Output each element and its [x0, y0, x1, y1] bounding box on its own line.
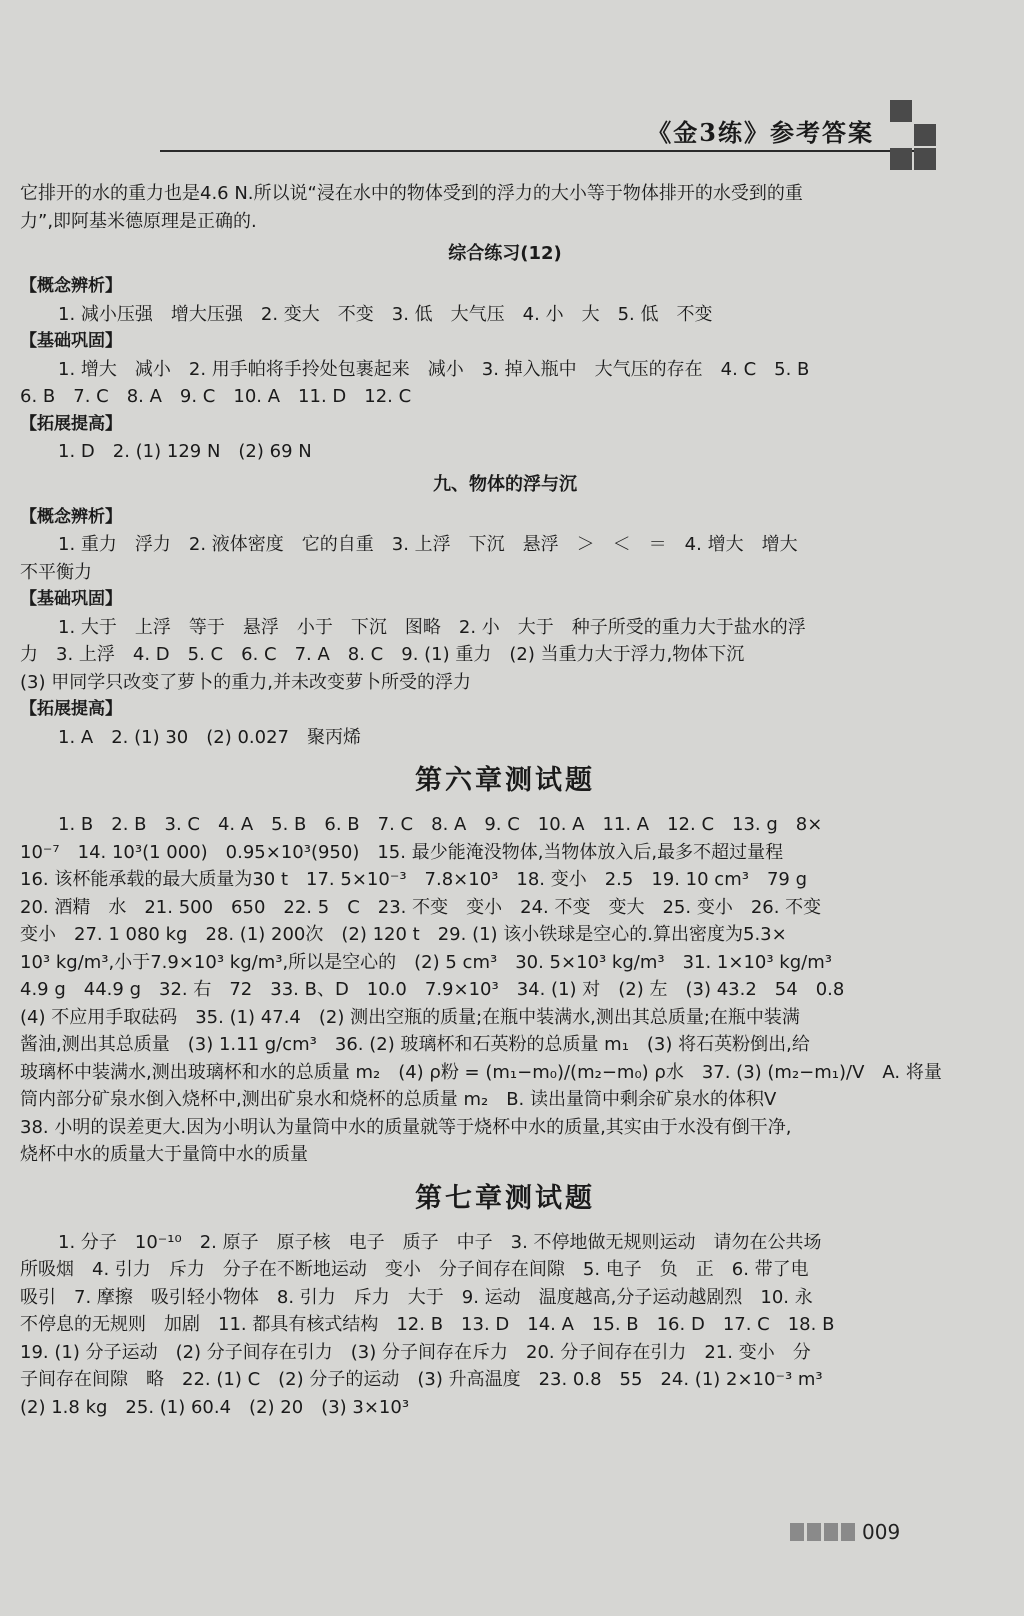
answer-line: 1. D 2. (1) 129 N (2) 69 N — [58, 441, 312, 462]
header-rule — [160, 150, 920, 152]
answer-line: 不停息的无规则 加剧 11. 都具有核式结构 12. B 13. D 14. A 15. B 16. D 17. C 18. B — [20, 1314, 835, 1335]
answer-line: 筒内部分矿泉水倒入烧杯中,测出矿泉水和烧杯的总质量 m₂ B. 读出量筒中剩余矿泉水的体积V — [20, 1089, 777, 1110]
intro-line: 它排开的水的重力也是4.6 N.所以说“浸在水中的物体受到的浮力的大小等于物体排开的水受到的重 — [20, 183, 803, 204]
answer-line: 1. 增大 减小 2. 用手帕将手拎处包裹起来 减小 3. 掉入瓶中 大气压的存在 4. C 5. B — [58, 358, 810, 380]
answer-line: 10³ kg/m³,小于7.9×10³ kg/m³,所以是空心的 (2) 5 cm³ 30. 5×10³ kg/m³ 31. 1×10³ kg/m³ — [20, 951, 832, 973]
page-bar — [841, 1523, 855, 1541]
chapter7-answers — [20, 1229, 990, 1422]
page-number-badge — [790, 1520, 900, 1544]
answer-line: 变小 27. 1 080 kg 28. (1) 200次 (2) 120 t 29. (1) 该小铁球是空心的.算出密度为5.3× — [20, 924, 787, 945]
section-heading: 九、物体的浮与沉 — [433, 473, 577, 495]
header-title: 《金3练》参考答案 — [647, 118, 874, 147]
answer-line: 20. 酒精 水 21. 500 650 22. 5 C 23. 不变 变小 24. 不变 变大 25. 变小 26. 不变 — [20, 896, 822, 918]
answer-line: (3) 甲同学只改变了萝卜的重力,并未改变萝卜所受的浮力 — [20, 671, 471, 693]
answer-line: 4.9 g 44.9 g 32. 右 72 33. B、D 10.0 7.9×10³ 34. (1) 对 (2) 左 (3) 43.2 54 0.8 — [20, 979, 845, 1000]
label-basic: 【基础巩固】 — [20, 589, 122, 609]
corner-block-4 — [914, 148, 936, 170]
answer-content — [20, 180, 990, 1421]
answer-line: 1. 大于 上浮 等于 悬浮 小于 下沉 图略 2. 小 大于 种子所受的重力大于盐水的浮 — [58, 616, 806, 638]
section-heading: 综合练习(12) — [448, 243, 562, 264]
answer-line: 酱油,测出其总质量 (3) 1.11 g/cm³ 36. (2) 玻璃杯和石英粉的总质量 m₁ (3) 将石英粉倒出,给 — [20, 1034, 810, 1055]
answer-line: 所吸烟 4. 引力 斥力 分子在不断地运动 变小 分子间存在间隙 5. 电子 负 正 6. 带了电 — [20, 1259, 809, 1280]
answer-line: 6. B 7. C 8. A 9. C 10. A 11. D 12. C — [20, 386, 412, 407]
label-extension: 【拓展提高】 — [20, 699, 122, 719]
answer-line: 吸引 7. 摩擦 吸引轻小物体 8. 引力 斥力 大于 9. 运动 温度越高,分子运动越剧烈 10. 永 — [20, 1286, 813, 1308]
answer-line: 38. 小明的误差更大.因为小明认为量筒中水的质量就等于烧杯中水的质量,其实由于水没有倒干净, — [20, 1116, 792, 1138]
answer-line: 子间存在间隙 略 22. (1) C (2) 分子的运动 (3) 升高温度 23. 0.8 55 24. (1) 2×10⁻³ m³ — [20, 1369, 823, 1390]
intro-line: 力”,即阿基米德原理是正确的. — [20, 210, 257, 232]
answer-line: 不平衡力 — [20, 561, 92, 583]
answer-line: 19. (1) 分子运动 (2) 分子间存在引力 (3) 分子间存在斥力 20. 分子间存在引力 21. 变小 分 — [20, 1341, 811, 1363]
answer-line: (4) 不应用手取砝码 35. (1) 47.4 (2) 测出空瓶的质量;在瓶中装满水,测出其总质量;在瓶中装满 — [20, 1006, 800, 1028]
chapter6-answers — [20, 811, 990, 1169]
corner-block-3 — [890, 148, 912, 170]
page-bar — [824, 1523, 838, 1541]
answer-line: 1. 重力 浮力 2. 液体密度 它的自重 3. 上浮 下沉 悬浮 ＞ ＜ ＝ 4. 增大 增大 — [58, 534, 798, 555]
label-extension: 【拓展提高】 — [20, 413, 122, 434]
answer-line: 1. 减小压强 增大压强 2. 变大 不变 3. 低 大气压 4. 小 大 5. 低 不变 — [58, 303, 713, 325]
answer-line: 1. A 2. (1) 30 (2) 0.027 聚丙烯 — [58, 726, 361, 748]
answer-line: 10⁻⁷ 14. 10³(1 000) 0.95×10³(950) 15. 最少能淹没物体,当物体放入后,最多不超过量程 — [20, 841, 784, 863]
corner-block-2 — [914, 124, 936, 146]
page-number: 009 — [862, 1520, 901, 1544]
answer-line: (2) 1.8 kg 25. (1) 60.4 (2) 20 (3) 3×10³ — [20, 1396, 410, 1418]
chapter-heading: 第六章测试题 — [415, 765, 595, 796]
answer-line: 玻璃杯中装满水,测出玻璃杯和水的总质量 m₂ (4) ρ粉 = (m₁−m₀)/(m₂−m₀) ρ水 37. (3) (m₂−m₁)/V A. 将量 — [20, 1061, 942, 1083]
chapter-heading: 第七章测试题 — [415, 1182, 595, 1214]
page-bar — [790, 1523, 804, 1541]
label-concept: 【概念辨析】 — [20, 276, 122, 296]
answer-line: 1. B 2. B 3. C 4. A 5. B 6. B 7. C 8. A 9. C 10. A 11. A 12. C 13. g 8× — [58, 814, 823, 835]
answer-line: 力 3. 上浮 4. D 5. C 6. C 7. A 8. C 9. (1) 重力 (2) 当重力大于浮力,物体下沉 — [20, 644, 745, 665]
page-bar — [807, 1523, 821, 1541]
answer-line: 1. 分子 10⁻¹⁰ 2. 原子 原子核 电子 质子 中子 3. 不停地做无规则运动 请勿在公共场 — [58, 1231, 822, 1253]
corner-block-1 — [890, 100, 912, 122]
answer-line: 烧杯中水的质量大于量筒中水的质量 — [20, 1144, 308, 1165]
label-concept: 【概念辨析】 — [20, 506, 122, 527]
label-basic: 【基础巩固】 — [20, 331, 122, 351]
answer-line: 16. 该杯能承载的最大质量为30 t 17. 5×10⁻³ 7.8×10³ 18. 变小 2.5 19. 10 cm³ 79 g — [20, 869, 808, 890]
